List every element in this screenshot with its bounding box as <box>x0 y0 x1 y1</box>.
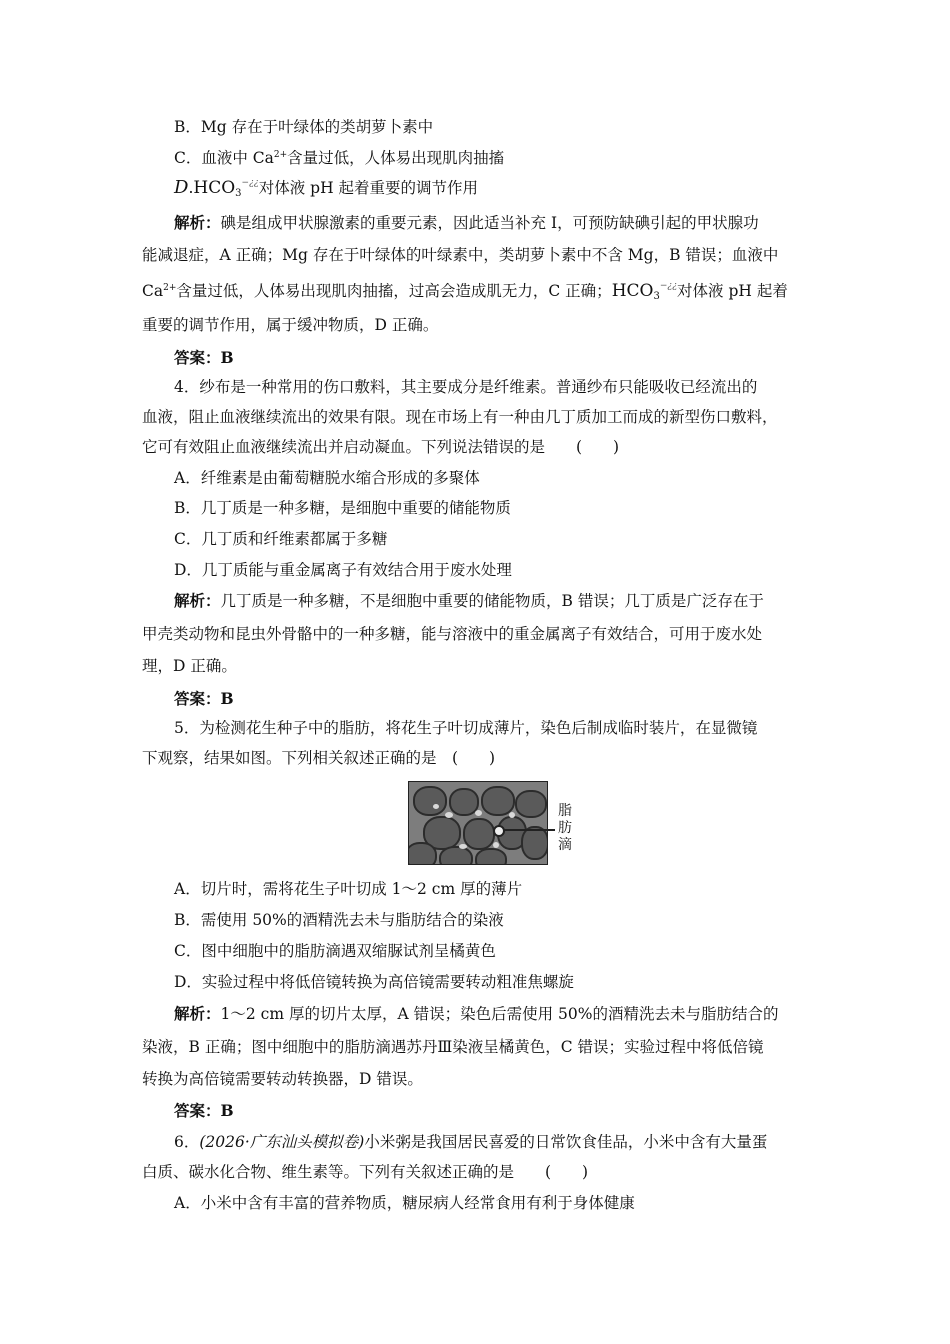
q4-analysis-line-3: 理，D 正确。 <box>142 657 237 675</box>
microscope-image <box>408 781 548 865</box>
q5-stem-line-2: 下观察，结果如图。下列相关叙述正确的是 ( ) <box>142 749 496 767</box>
q3-analysis-line-1: 解析：碘是组成甲状腺激素的重要元素，因此适当补充 I，可预防缺碘引起的甲状腺功 <box>174 213 759 232</box>
q3-option-b: B．Mg 存在于叶绿体的类胡萝卜素中 <box>174 118 434 136</box>
q4-stem-line-3: 它可有效阻止血液继续流出并启动凝血。下列说法错误的是 ( ) <box>142 438 620 456</box>
q5-analysis-line-1: 解析：1～2 cm 厚的切片太厚，A 错误；染色后需使用 50%的酒精洗去未与脂肪结合的 <box>174 1004 779 1023</box>
q4-analysis-line-1: 解析：几丁质是一种多糖，不是细胞中重要的储能物质，B 错误；几丁质是广泛存在于 <box>174 591 764 610</box>
q4-option-c: C．几丁质和纤维素都属于多糖 <box>174 530 388 548</box>
q4-analysis-line-2: 甲壳类动物和昆虫外骨骼中的一种多糖，能与溶液中的重金属离子有效结合，可用于废水处 <box>142 625 763 643</box>
q4-option-d: D．几丁质能与重金属离子有效结合用于废水处理 <box>174 561 512 579</box>
q5-option-a: A．切片时，需将花生子叶切成 1～2 cm 厚的薄片 <box>174 880 523 898</box>
q3-analysis-line-4: 重要的调节作用，属于缓冲物质，D 正确。 <box>142 316 439 334</box>
q3-analysis-line-2: 能减退症，A 正确；Mg 存在于叶绿体的叶绿素中，类胡萝卜素中不含 Mg，B 错误；血液中 <box>142 246 779 264</box>
q4-option-b: B．几丁质是一种多糖，是细胞中重要的储能物质 <box>174 499 511 517</box>
q5-answer: 答案：B <box>174 1101 234 1120</box>
q3-analysis-line-3: $Ca^{2+}$含量过低，人体易出现肌肉抽搐，过高会造成肌无力，C 正确；$HCO_3^{-¿¿}$对体液 pH 起着 <box>142 281 788 302</box>
figure-pointer-line <box>497 829 555 831</box>
q3-option-c: C．血液中 $Ca^{2+}$含量过低，人体易出现肌肉抽搐 <box>174 149 505 167</box>
q5-option-d: D．实验过程中将低倍镜转换为高倍镜需要转动粗准焦螺旋 <box>174 973 574 991</box>
q6-stem-line-2: 白质、碳水化合物、维生素等。下列有关叙述正确的是 ( ) <box>142 1163 589 1181</box>
q4-stem-line-2: 血液，阻止血液继续流出的效果有限。现在市场上有一种由几丁质加工而成的新型伤口敷料， <box>142 408 778 426</box>
q4-answer: 答案：B <box>174 689 234 708</box>
figure-pointer-dot <box>493 825 505 837</box>
figure-label: 脂肪滴 <box>558 803 572 853</box>
q3-answer: 答案：B <box>174 348 234 367</box>
q5-analysis-line-2: 染液，B 正确；图中细胞中的脂肪滴遇苏丹Ⅲ染液呈橘黄色，C 错误；实验过程中将低倍镜 <box>142 1038 764 1056</box>
q5-option-b: B．需使用 50%的酒精洗去未与脂肪结合的染液 <box>174 911 504 929</box>
q5-option-c: C．图中细胞中的脂肪滴遇双缩脲试剂呈橘黄色 <box>174 942 496 960</box>
q3-option-d: $D.HCO_3^{-¿¿}$对体液 pH 起着重要的调节作用 <box>174 177 479 199</box>
q6-option-a: A．小米中含有丰富的营养物质，糖尿病人经常食用有利于身体健康 <box>174 1194 635 1212</box>
q4-stem-line-1: 4．纱布是一种常用的伤口敷料，其主要成分是纤维素。普通纱布只能吸收已经流出的 <box>174 378 758 396</box>
q4-option-a: A．纤维素是由葡萄糖脱水缩合形成的多聚体 <box>174 469 480 487</box>
q6-stem-line-1: 6．(2026·广东汕头模拟卷)小米粥是我国居民喜爱的日常饮食佳品，小米中含有大量蛋 <box>174 1133 768 1151</box>
q5-analysis-line-3: 转换为高倍镜需要转动转换器，D 错误。 <box>142 1070 423 1088</box>
q5-stem-line-1: 5．为检测花生种子中的脂肪，将花生子叶切成薄片，染色后制成临时装片，在显微镜 <box>174 719 758 737</box>
